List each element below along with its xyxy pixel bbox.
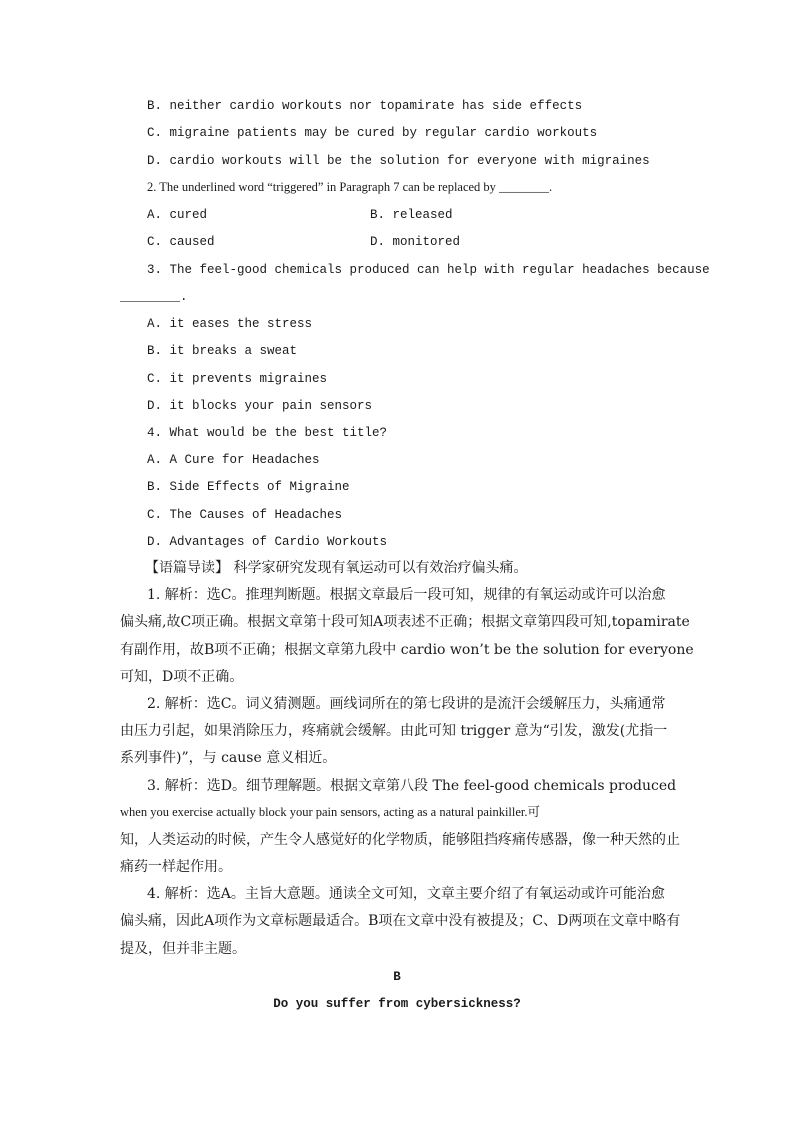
q1-option-b: B. neither cardio workouts nor topamirate has side effects: [147, 99, 583, 113]
passage-guide: 【语篇导读】 科学家研究发现有氧运动可以有效治疗偏头痛。: [145, 560, 528, 576]
q1-option-d: D. cardio workouts will be the solution for everyone with migraines: [147, 154, 650, 168]
analysis-line: 由压力引起，如果消除压力，疼痛就会缓解。由此可知 trigger 意为“引发，激发(尤指一: [120, 723, 668, 739]
q2-stem: 2. The underlined word “triggered” in Paragraph 7 can be replaced by ________.: [147, 180, 553, 194]
analysis-line: 可知，D项不正确。: [120, 669, 244, 685]
q2-option-d: D. monitored: [370, 235, 461, 249]
q2-option-c: C. caused: [147, 235, 215, 249]
analysis-line: 偏头痛,故C项正确。根据文章第十段可知A项表述不正确；根据文章第四段可知,topamirate: [120, 614, 690, 630]
q4-option-c: C. The Causes of Headaches: [147, 508, 343, 522]
q4-option-b: B. Side Effects of Migraine: [147, 480, 350, 494]
q3-option-d: D. it blocks your pain sensors: [147, 399, 373, 413]
q3-option-b: B. it breaks a sweat: [147, 344, 298, 358]
section-letter: B: [393, 970, 401, 984]
q4-stem: 4. What would be the best title?: [147, 426, 388, 440]
q4-option-d: D. Advantages of Cardio Workouts: [147, 535, 388, 549]
analysis-line: 偏头痛，因此A项作为文章标题最适合。B项在文章中没有被提及；C、D两项在文章中略有: [120, 913, 681, 929]
analysis-line: 有副作用，故B项不正确；根据文章第九段中 cardio won’t be the solution for everyone: [120, 642, 694, 658]
analysis-line: 系列事件)”，与 cause 意义相近。: [120, 750, 337, 766]
analysis-line: 提及，但并非主题。: [120, 941, 246, 957]
q3-option-c: C. it prevents migraines: [147, 372, 328, 386]
q3-stem: 3. The feel-good chemicals produced can help with regular headaches because: [147, 263, 710, 277]
analysis-line: 1. 解析：选C。推理判断题。根据文章最后一段可知，规律的有氧运动或许可以治愈: [147, 587, 666, 603]
q4-option-a: A. A Cure for Headaches: [147, 453, 320, 467]
q1-option-c: C. migraine patients may be cured by regular cardio workouts: [147, 126, 598, 140]
analysis-line: 痛药一样起作用。: [120, 859, 232, 875]
q3-option-a: A. it eases the stress: [147, 317, 313, 331]
passage-title: Do you suffer from cybersickness?: [273, 997, 521, 1011]
analysis-line: 4. 解析：选A。主旨大意题。通读全文可知，文章主要介绍了有氧运动或许可能治愈: [147, 886, 665, 902]
analysis-line: 3. 解析：选D。细节理解题。根据文章第八段 The feel-good chemicals produced: [147, 778, 677, 794]
analysis-line: when you exercise actually block your pain sensors, acting as a natural painkiller.可: [120, 805, 541, 819]
q2-option-b: B. released: [370, 208, 453, 222]
analysis-line: 2. 解析：选C。词义猜测题。画线词所在的第七段讲的是流汗会缓解压力，头痛通常: [147, 696, 666, 712]
q3-stem-continued: ________.: [120, 290, 188, 304]
q2-option-a: A. cured: [147, 208, 208, 222]
analysis-line: 知，人类运动的时候，产生令人感觉好的化学物质，能够阻挡疼痛传感器，像一种天然的止: [120, 832, 680, 848]
